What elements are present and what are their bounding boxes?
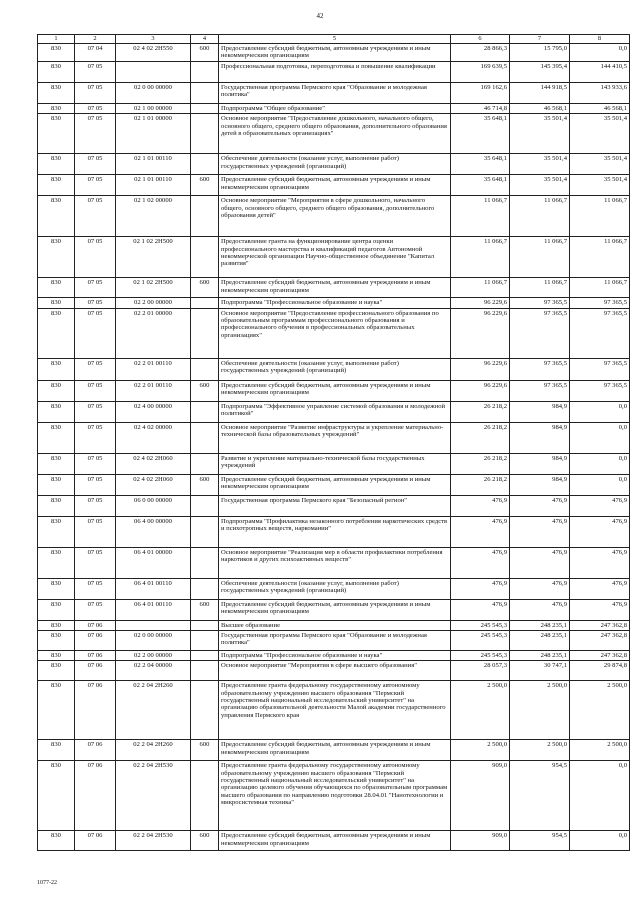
- cell-amount-col7: 145 395,4: [510, 61, 570, 82]
- table-row: [38, 61, 630, 82]
- cell-description: Предоставление субсидий бюджетным, автономным учреждениям и иным некоммерческим организациям: [219, 175, 451, 196]
- cell-section: 07 05: [75, 599, 116, 620]
- cell-amount-col8: 0,0: [570, 401, 630, 422]
- cell-amount-col7: 984,9: [510, 401, 570, 422]
- cell-expense-type: [191, 196, 219, 237]
- table-row: [38, 547, 630, 578]
- cell-expense-type: [191, 650, 219, 660]
- cell-amount-col7: 248 235,1: [510, 620, 570, 630]
- cell-admin-code: 830: [38, 474, 75, 495]
- cell-admin-code: 830: [38, 61, 75, 82]
- cell-description: Предоставление субсидий бюджетным, автономным учреждениям и иным некоммерческим организациям: [219, 599, 451, 620]
- cell-target-article: 02 2 04 2Н260: [116, 740, 191, 761]
- cell-amount-col7: 476,9: [510, 599, 570, 620]
- cell-amount-col8: 476,9: [570, 599, 630, 620]
- cell-admin-code: 830: [38, 422, 75, 453]
- cell-expense-type: [191, 82, 219, 103]
- cell-description: Предоставление гранта федеральному государственному автономному образовательному учреждению высшего образования "Пермский государственный национальный исследовательский университет" на организацию образовательной деятельности Малой академии государственного управления Пермского края: [219, 681, 451, 740]
- cell-amount-col6: 28 866,3: [451, 44, 510, 62]
- cell-amount-col7: 97 365,5: [510, 308, 570, 358]
- cell-amount-col6: 11 066,7: [451, 196, 510, 237]
- cell-section: 07 05: [75, 175, 116, 196]
- cell-amount-col7: 248 235,1: [510, 630, 570, 650]
- cell-amount-col6: 96 229,6: [451, 308, 510, 358]
- cell-expense-type: 600: [191, 380, 219, 401]
- cell-description: Предоставление гранта федеральному государственному автономному образовательному учреждению высшего образования "Пермский государственный национальный исследовательский университет" на организацию целевого обучения обучающихся по образовательным программам высшего образования по направлению подготовки 28.04.01 "Нанотехнологии и микросистемная техника": [219, 761, 451, 831]
- cell-expense-type: [191, 401, 219, 422]
- cell-amount-col7: 954,5: [510, 761, 570, 831]
- table-row: [38, 495, 630, 516]
- cell-target-article: 02 1 02 2Н500: [116, 237, 191, 278]
- cell-amount-col8: 11 066,7: [570, 278, 630, 298]
- cell-section: 07 05: [75, 578, 116, 599]
- cell-section: 07 05: [75, 495, 116, 516]
- cell-description: Обеспечение деятельности (оказание услуг, выполнение работ) государственных учреждений (организаций): [219, 154, 451, 175]
- cell-description: Предоставление субсидий бюджетным, автономным учреждениям и иным некоммерческим организациям: [219, 44, 451, 62]
- cell-expense-type: 600: [191, 831, 219, 851]
- cell-amount-col6: 46 714,8: [451, 103, 510, 113]
- cell-description: Подпрограмма "Профессиональное образование и наука": [219, 298, 451, 308]
- cell-description: Предоставление субсидий бюджетным, автономным учреждениям и иным некоммерческим организациям: [219, 380, 451, 401]
- cell-expense-type: [191, 453, 219, 474]
- cell-expense-type: [191, 358, 219, 380]
- cell-amount-col7: 476,9: [510, 495, 570, 516]
- cell-section: 07 05: [75, 61, 116, 82]
- cell-description: Предоставление субсидий бюджетным, автономным учреждениям и иным некоммерческим организациям: [219, 278, 451, 298]
- cell-amount-col8: 0,0: [570, 44, 630, 62]
- cell-admin-code: 830: [38, 103, 75, 113]
- cell-section: 07 06: [75, 740, 116, 761]
- cell-target-article: 02 4 02 2Н550: [116, 44, 191, 62]
- table-row: [38, 401, 630, 422]
- table-row: [38, 237, 630, 278]
- cell-amount-col6: 35 648,1: [451, 114, 510, 154]
- table-row: [38, 44, 630, 62]
- cell-section: 07 06: [75, 681, 116, 740]
- cell-amount-col8: 46 568,1: [570, 103, 630, 113]
- cell-amount-col8: 11 066,7: [570, 237, 630, 278]
- cell-section: 07 04: [75, 44, 116, 62]
- cell-amount-col7: 2 500,0: [510, 740, 570, 761]
- cell-amount-col6: 26 218,2: [451, 474, 510, 495]
- cell-amount-col6: 476,9: [451, 495, 510, 516]
- budget-table: [37, 34, 630, 851]
- cell-amount-col6: 909,0: [451, 761, 510, 831]
- cell-amount-col7: 11 066,7: [510, 237, 570, 278]
- cell-amount-col7: 15 795,0: [510, 44, 570, 62]
- cell-amount-col8: 0,0: [570, 453, 630, 474]
- cell-section: 07 06: [75, 661, 116, 681]
- cell-target-article: 02 4 00 00000: [116, 401, 191, 422]
- cell-amount-col6: 476,9: [451, 578, 510, 599]
- table-body: [38, 44, 630, 851]
- cell-expense-type: 600: [191, 599, 219, 620]
- cell-amount-col7: 476,9: [510, 516, 570, 547]
- table-row: [38, 650, 630, 660]
- cell-description: Основное мероприятие "Предоставление профессионального образования по образовательным программам профессионального образования и профессионального обучения в профессиональных образовательных организациях": [219, 308, 451, 358]
- cell-admin-code: 830: [38, 175, 75, 196]
- cell-target-article: 02 1 01 00110: [116, 175, 191, 196]
- cell-section: 07 05: [75, 422, 116, 453]
- table-row: [38, 516, 630, 547]
- cell-target-article: 06 4 01 00110: [116, 599, 191, 620]
- cell-section: 07 05: [75, 278, 116, 298]
- cell-expense-type: [191, 630, 219, 650]
- cell-expense-type: [191, 547, 219, 578]
- cell-admin-code: 830: [38, 358, 75, 380]
- cell-section: 07 05: [75, 547, 116, 578]
- cell-admin-code: 830: [38, 380, 75, 401]
- cell-description: Обеспечение деятельности (оказание услуг, выполнение работ) государственных учреждений (организаций): [219, 578, 451, 599]
- cell-amount-col6: 11 066,7: [451, 278, 510, 298]
- cell-expense-type: [191, 154, 219, 175]
- cell-section: 07 05: [75, 380, 116, 401]
- cell-amount-col7: 2 500,0: [510, 681, 570, 740]
- cell-section: 07 05: [75, 114, 116, 154]
- table-row: [38, 422, 630, 453]
- table-row: [38, 630, 630, 650]
- cell-amount-col8: 143 933,6: [570, 82, 630, 103]
- cell-amount-col6: 2 500,0: [451, 740, 510, 761]
- column-header: 6: [451, 35, 510, 44]
- cell-amount-col8: 476,9: [570, 547, 630, 578]
- cell-description: Обеспечение деятельности (оказание услуг, выполнение работ) государственных учреждений (организаций): [219, 358, 451, 380]
- cell-amount-col8: 0,0: [570, 831, 630, 851]
- cell-admin-code: 830: [38, 298, 75, 308]
- column-header: 3: [116, 35, 191, 44]
- cell-amount-col8: 35 501,4: [570, 114, 630, 154]
- cell-amount-col7: 476,9: [510, 578, 570, 599]
- cell-expense-type: [191, 620, 219, 630]
- table-row: [38, 681, 630, 740]
- table-row: [38, 82, 630, 103]
- column-header: 2: [75, 35, 116, 44]
- cell-amount-col6: 476,9: [451, 547, 510, 578]
- cell-description: Подпрограмма "Общее образование": [219, 103, 451, 113]
- cell-target-article: 02 1 01 00110: [116, 154, 191, 175]
- cell-admin-code: 830: [38, 516, 75, 547]
- table-row: [38, 154, 630, 175]
- cell-expense-type: [191, 114, 219, 154]
- cell-section: 07 05: [75, 298, 116, 308]
- cell-amount-col7: 97 365,5: [510, 358, 570, 380]
- cell-admin-code: 830: [38, 599, 75, 620]
- cell-admin-code: 830: [38, 237, 75, 278]
- table-row: [38, 358, 630, 380]
- cell-amount-col6: 96 229,6: [451, 298, 510, 308]
- cell-amount-col8: 247 362,8: [570, 650, 630, 660]
- cell-amount-col7: 476,9: [510, 547, 570, 578]
- cell-admin-code: 830: [38, 44, 75, 62]
- table-row: [38, 308, 630, 358]
- cell-expense-type: [191, 61, 219, 82]
- table-row: [38, 661, 630, 681]
- cell-admin-code: 830: [38, 278, 75, 298]
- table-row: [38, 380, 630, 401]
- table-row: [38, 298, 630, 308]
- cell-amount-col7: 984,9: [510, 474, 570, 495]
- cell-amount-col8: 97 365,5: [570, 298, 630, 308]
- cell-section: 07 06: [75, 620, 116, 630]
- cell-amount-col8: 97 365,5: [570, 380, 630, 401]
- column-header: 7: [510, 35, 570, 44]
- cell-amount-col6: 476,9: [451, 516, 510, 547]
- cell-expense-type: [191, 298, 219, 308]
- cell-expense-type: [191, 308, 219, 358]
- cell-amount-col8: 0,0: [570, 422, 630, 453]
- cell-admin-code: 830: [38, 630, 75, 650]
- cell-target-article: 02 1 00 00000: [116, 103, 191, 113]
- cell-amount-col8: 247 362,8: [570, 630, 630, 650]
- cell-description: Предоставление субсидий бюджетным, автономным учреждениям и иным некоммерческим организациям: [219, 474, 451, 495]
- cell-amount-col6: 26 218,2: [451, 453, 510, 474]
- cell-description: Основное мероприятие "Мероприятия в сфере высшего образования": [219, 661, 451, 681]
- cell-amount-col6: 169 639,5: [451, 61, 510, 82]
- column-header: 8: [570, 35, 630, 44]
- cell-target-article: 02 4 02 2Н060: [116, 474, 191, 495]
- cell-description: Предоставление субсидий бюджетным, автономным учреждениям и иным некоммерческим организациям: [219, 831, 451, 851]
- cell-amount-col7: 46 568,1: [510, 103, 570, 113]
- cell-amount-col8: 11 066,7: [570, 196, 630, 237]
- cell-amount-col6: 26 218,2: [451, 401, 510, 422]
- cell-admin-code: 830: [38, 453, 75, 474]
- cell-expense-type: 600: [191, 474, 219, 495]
- cell-admin-code: 830: [38, 308, 75, 358]
- cell-amount-col7: 144 918,5: [510, 82, 570, 103]
- cell-expense-type: [191, 516, 219, 547]
- cell-admin-code: 830: [38, 82, 75, 103]
- cell-amount-col7: 11 066,7: [510, 278, 570, 298]
- cell-section: 07 05: [75, 308, 116, 358]
- cell-target-article: 02 2 00 00000: [116, 298, 191, 308]
- cell-amount-col8: 35 501,4: [570, 154, 630, 175]
- table-row: [38, 453, 630, 474]
- cell-amount-col7: 97 365,5: [510, 298, 570, 308]
- cell-section: 07 05: [75, 237, 116, 278]
- cell-admin-code: 830: [38, 620, 75, 630]
- cell-target-article: 02 2 04 2Н530: [116, 761, 191, 831]
- cell-target-article: 02 0 00 00000: [116, 630, 191, 650]
- table-row: [38, 278, 630, 298]
- cell-description: Профессиональная подготовка, переподготовка и повышение квалификации: [219, 61, 451, 82]
- cell-target-article: [116, 620, 191, 630]
- cell-amount-col7: 30 747,1: [510, 661, 570, 681]
- cell-target-article: 02 2 04 2Н260: [116, 681, 191, 740]
- cell-expense-type: [191, 495, 219, 516]
- cell-description: Государственная программа Пермского края "Образование и молодежная политика": [219, 82, 451, 103]
- cell-amount-col7: 248 235,1: [510, 650, 570, 660]
- column-number-row: [38, 35, 630, 44]
- cell-expense-type: [191, 761, 219, 831]
- cell-target-article: 02 1 02 00000: [116, 196, 191, 237]
- cell-target-article: 02 4 02 2Н060: [116, 453, 191, 474]
- table-row: [38, 831, 630, 851]
- cell-description: Основное мероприятие "Мероприятия в сфере дошкольного, начального общего, основного общего, среднего общего образования, дополнительного образования детей": [219, 196, 451, 237]
- cell-section: 07 06: [75, 630, 116, 650]
- cell-admin-code: 830: [38, 495, 75, 516]
- cell-amount-col6: 169 162,6: [451, 82, 510, 103]
- cell-amount-col8: 97 365,5: [570, 308, 630, 358]
- table-row: [38, 578, 630, 599]
- cell-section: 07 06: [75, 831, 116, 851]
- cell-admin-code: 830: [38, 196, 75, 237]
- cell-amount-col8: 29 874,8: [570, 661, 630, 681]
- cell-expense-type: [191, 681, 219, 740]
- cell-expense-type: 600: [191, 175, 219, 196]
- table-row: [38, 740, 630, 761]
- table-row: [38, 175, 630, 196]
- cell-amount-col6: 2 500,0: [451, 681, 510, 740]
- cell-description: Высшее образование: [219, 620, 451, 630]
- table-row: [38, 474, 630, 495]
- cell-expense-type: [191, 103, 219, 113]
- cell-section: 07 05: [75, 196, 116, 237]
- cell-description: Основное мероприятие "Предоставление дошкольного, начального общего, основного общего, среднего общего образования, дополнительного образования детей в образовательных организациях": [219, 114, 451, 154]
- cell-amount-col6: 476,9: [451, 599, 510, 620]
- cell-section: 07 05: [75, 82, 116, 103]
- cell-target-article: [116, 61, 191, 82]
- cell-amount-col8: 144 410,5: [570, 61, 630, 82]
- cell-amount-col6: 26 218,2: [451, 422, 510, 453]
- table-row: [38, 103, 630, 113]
- cell-admin-code: 830: [38, 547, 75, 578]
- cell-admin-code: 830: [38, 661, 75, 681]
- cell-section: 07 06: [75, 650, 116, 660]
- cell-admin-code: 830: [38, 831, 75, 851]
- cell-amount-col6: 245 545,3: [451, 650, 510, 660]
- cell-amount-col6: 35 648,1: [451, 175, 510, 196]
- cell-description: Предоставление гранта на функционирование центра оценки профессионального мастерства и квалификаций педагогов Автономной некоммерческой организации Научно-общественное объединение "Капитал развития": [219, 237, 451, 278]
- table-row: [38, 114, 630, 154]
- cell-amount-col6: 96 229,6: [451, 358, 510, 380]
- cell-target-article: 02 2 01 00000: [116, 308, 191, 358]
- cell-amount-col7: 97 365,5: [510, 380, 570, 401]
- cell-amount-col6: 96 229,6: [451, 380, 510, 401]
- cell-description: Подпрограмма "Профессиональное образование и наука": [219, 650, 451, 660]
- cell-expense-type: [191, 661, 219, 681]
- cell-target-article: 02 2 04 00000: [116, 661, 191, 681]
- cell-admin-code: 830: [38, 761, 75, 831]
- cell-target-article: 02 2 01 00110: [116, 358, 191, 380]
- column-header: 1: [38, 35, 75, 44]
- cell-expense-type: [191, 578, 219, 599]
- cell-admin-code: 830: [38, 650, 75, 660]
- cell-target-article: 02 2 04 2Н530: [116, 831, 191, 851]
- cell-section: 07 05: [75, 401, 116, 422]
- cell-amount-col7: 11 066,7: [510, 196, 570, 237]
- cell-amount-col6: 245 545,3: [451, 620, 510, 630]
- cell-admin-code: 830: [38, 401, 75, 422]
- cell-amount-col7: 35 501,4: [510, 175, 570, 196]
- page-number: 42: [316, 12, 324, 20]
- column-header: 5: [219, 35, 451, 44]
- cell-description: Основное мероприятие "Реализация мер в области профилактики потребления наркотиков и других психоактивных веществ": [219, 547, 451, 578]
- cell-description: Подпрограмма "Профилактика незаконного потребления наркотических средств и психотропных веществ, наркомании": [219, 516, 451, 547]
- table-row: [38, 599, 630, 620]
- cell-amount-col8: 97 365,5: [570, 358, 630, 380]
- table-row: [38, 196, 630, 237]
- cell-amount-col8: 0,0: [570, 474, 630, 495]
- cell-target-article: 02 0 00 00000: [116, 82, 191, 103]
- cell-amount-col8: 35 501,4: [570, 175, 630, 196]
- cell-section: 07 05: [75, 516, 116, 547]
- cell-expense-type: 600: [191, 740, 219, 761]
- cell-amount-col8: 2 500,0: [570, 681, 630, 740]
- cell-section: 07 05: [75, 358, 116, 380]
- cell-section: 07 05: [75, 453, 116, 474]
- cell-description: Государственная программа Пермского края "Образование и молодежная политика": [219, 630, 451, 650]
- cell-target-article: 06 4 00 00000: [116, 516, 191, 547]
- cell-amount-col7: 954,5: [510, 831, 570, 851]
- cell-admin-code: 830: [38, 578, 75, 599]
- cell-amount-col7: 984,9: [510, 422, 570, 453]
- cell-admin-code: 830: [38, 681, 75, 740]
- cell-amount-col6: 28 057,3: [451, 661, 510, 681]
- footer-code: 1077-22: [37, 880, 57, 886]
- cell-expense-type: [191, 422, 219, 453]
- cell-section: 07 05: [75, 154, 116, 175]
- cell-amount-col7: 35 501,4: [510, 114, 570, 154]
- cell-section: 07 05: [75, 103, 116, 113]
- cell-description: Предоставление субсидий бюджетным, автономным учреждениям и иным некоммерческим организациям: [219, 740, 451, 761]
- cell-amount-col7: 984,9: [510, 453, 570, 474]
- cell-target-article: 02 2 01 00110: [116, 380, 191, 401]
- cell-admin-code: 830: [38, 114, 75, 154]
- cell-expense-type: 600: [191, 44, 219, 62]
- cell-description: Основное мероприятие "Развитие инфраструктуры и укрепление материально-технической базы образовательных учреждений": [219, 422, 451, 453]
- cell-section: 07 06: [75, 761, 116, 831]
- cell-amount-col7: 35 501,4: [510, 154, 570, 175]
- cell-amount-col6: 11 066,7: [451, 237, 510, 278]
- cell-amount-col6: 35 648,1: [451, 154, 510, 175]
- cell-amount-col8: 476,9: [570, 516, 630, 547]
- cell-description: Развитие и укрепление материально-технической базы государственных учреждений: [219, 453, 451, 474]
- cell-expense-type: [191, 237, 219, 278]
- cell-admin-code: 830: [38, 740, 75, 761]
- cell-description: Подпрограмма "Эффективное управление системой образования и молодежной политикой": [219, 401, 451, 422]
- cell-target-article: 06 4 01 00000: [116, 547, 191, 578]
- cell-target-article: 02 1 02 2Н500: [116, 278, 191, 298]
- cell-target-article: 06 4 01 00110: [116, 578, 191, 599]
- table-row: [38, 620, 630, 630]
- cell-amount-col6: 909,0: [451, 831, 510, 851]
- cell-target-article: 02 2 00 00000: [116, 650, 191, 660]
- cell-amount-col8: 0,0: [570, 761, 630, 831]
- column-header: 4: [191, 35, 219, 44]
- cell-admin-code: 830: [38, 154, 75, 175]
- cell-target-article: 02 1 01 00000: [116, 114, 191, 154]
- cell-amount-col8: 247 362,8: [570, 620, 630, 630]
- cell-expense-type: 600: [191, 278, 219, 298]
- cell-amount-col6: 245 545,3: [451, 630, 510, 650]
- cell-section: 07 05: [75, 474, 116, 495]
- cell-amount-col8: 2 500,0: [570, 740, 630, 761]
- cell-amount-col8: 476,9: [570, 495, 630, 516]
- cell-amount-col8: 476,9: [570, 578, 630, 599]
- cell-description: Государственная программа Пермского края "Безопасный регион": [219, 495, 451, 516]
- cell-target-article: 02 4 02 00000: [116, 422, 191, 453]
- cell-target-article: 06 0 00 00000: [116, 495, 191, 516]
- table-row: [38, 761, 630, 831]
